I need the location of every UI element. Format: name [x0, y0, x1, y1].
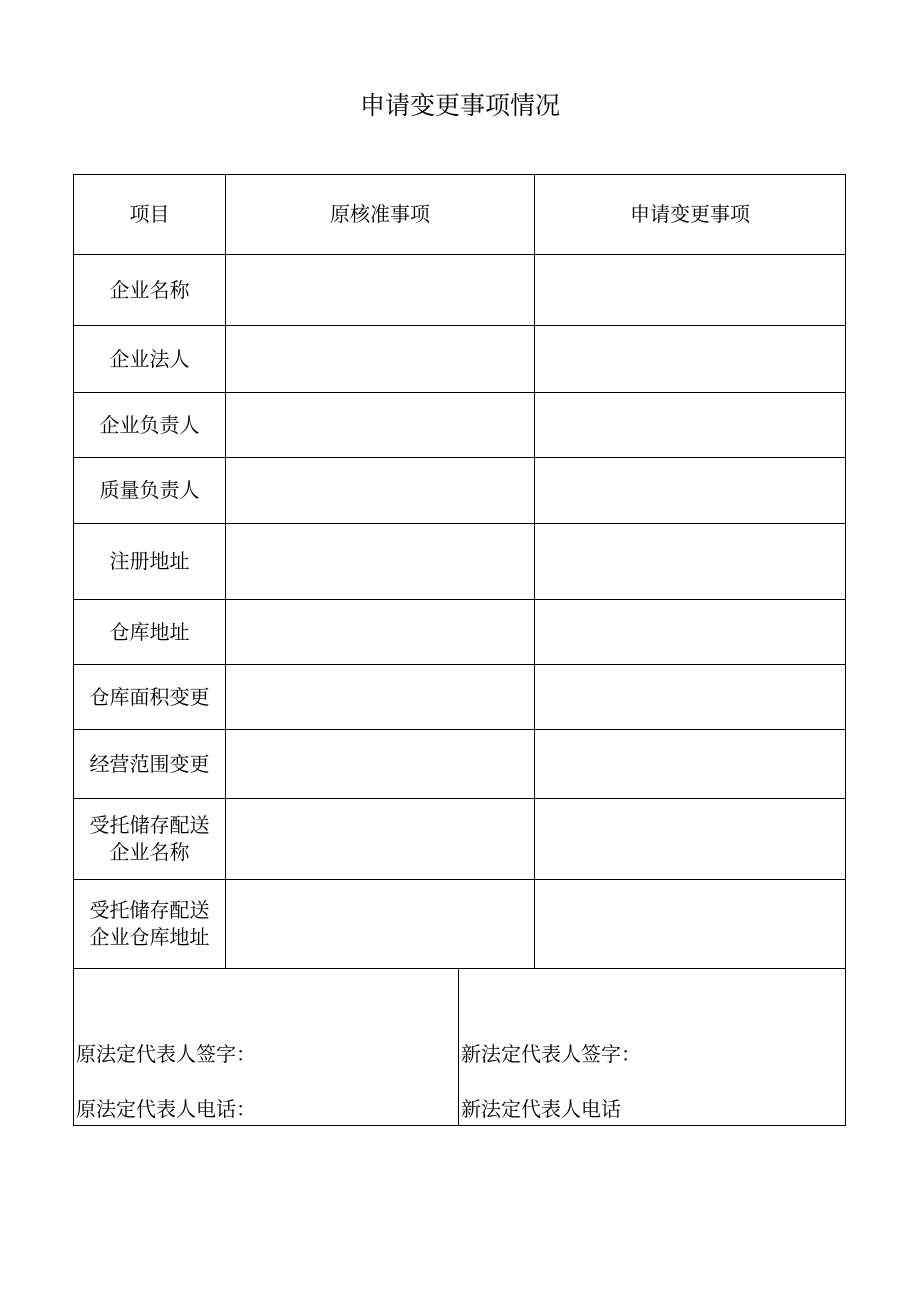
row-label: 质量负责人	[74, 458, 226, 524]
table-row	[74, 880, 846, 969]
original-value-cell[interactable]	[226, 665, 535, 730]
table-row	[74, 255, 846, 326]
table-row	[74, 665, 846, 730]
original-value-cell[interactable]	[226, 600, 535, 665]
row-label: 企业负责人	[74, 393, 226, 458]
original-value-cell[interactable]	[226, 880, 535, 969]
table-row	[74, 799, 846, 880]
original-representative-cell[interactable]	[74, 969, 459, 1126]
row-label	[74, 880, 226, 969]
original-value-cell[interactable]	[226, 393, 535, 458]
row-label-text: 经营范围变更	[89, 751, 210, 776]
table-row	[74, 524, 846, 600]
row-label-line-1: 受托储存配送	[89, 898, 210, 922]
original-value-cell[interactable]	[226, 255, 535, 326]
table-row	[74, 730, 846, 799]
table-row	[74, 393, 846, 458]
new-phone-label: 新法定代表人电话	[461, 1097, 621, 1121]
row-label: 企业法人	[74, 326, 226, 393]
row-label-line-2: 企业名称	[109, 840, 190, 864]
row-label-line-2: 企业仓库地址	[89, 925, 210, 949]
original-value-cell[interactable]	[226, 326, 535, 393]
signature-row	[74, 969, 846, 1126]
requested-value-cell[interactable]	[535, 600, 846, 665]
table-header-row	[74, 175, 846, 255]
table-row	[74, 458, 846, 524]
original-phone-label: 原法定代表人电话：	[76, 1097, 256, 1121]
row-label: 仓库地址	[74, 600, 226, 665]
original-value-cell[interactable]	[226, 730, 535, 799]
row-label	[74, 665, 226, 730]
row-label	[74, 730, 226, 799]
new-signature-label: 新法定代表人签字：	[461, 1042, 641, 1066]
original-value-cell[interactable]	[226, 458, 535, 524]
change-items-table	[73, 174, 846, 1126]
row-label	[74, 799, 226, 880]
requested-value-cell[interactable]	[535, 326, 846, 393]
row-label-line-1: 受托储存配送	[89, 813, 210, 837]
requested-value-cell[interactable]	[535, 524, 846, 600]
column-header-original: 原核准事项	[226, 175, 535, 255]
requested-value-cell[interactable]	[535, 730, 846, 799]
row-label: 注册地址	[74, 524, 226, 600]
original-value-cell[interactable]	[226, 524, 535, 600]
row-label-text: 仓库面积变更	[89, 684, 210, 709]
new-representative-cell[interactable]	[459, 969, 846, 1126]
table-row	[74, 326, 846, 393]
table-row	[74, 600, 846, 665]
column-header-item: 项目	[74, 175, 226, 255]
requested-value-cell[interactable]	[535, 393, 846, 458]
original-value-cell[interactable]	[226, 799, 535, 880]
page-title: 申请变更事项情况	[359, 91, 560, 120]
column-header-requested: 申请变更事项	[535, 175, 846, 255]
requested-value-cell[interactable]	[535, 799, 846, 880]
requested-value-cell[interactable]	[535, 458, 846, 524]
requested-value-cell[interactable]	[535, 880, 846, 969]
requested-value-cell[interactable]	[535, 255, 846, 326]
requested-value-cell[interactable]	[535, 665, 846, 730]
original-signature-label: 原法定代表人签字：	[76, 1042, 256, 1066]
row-label: 企业名称	[74, 255, 226, 326]
